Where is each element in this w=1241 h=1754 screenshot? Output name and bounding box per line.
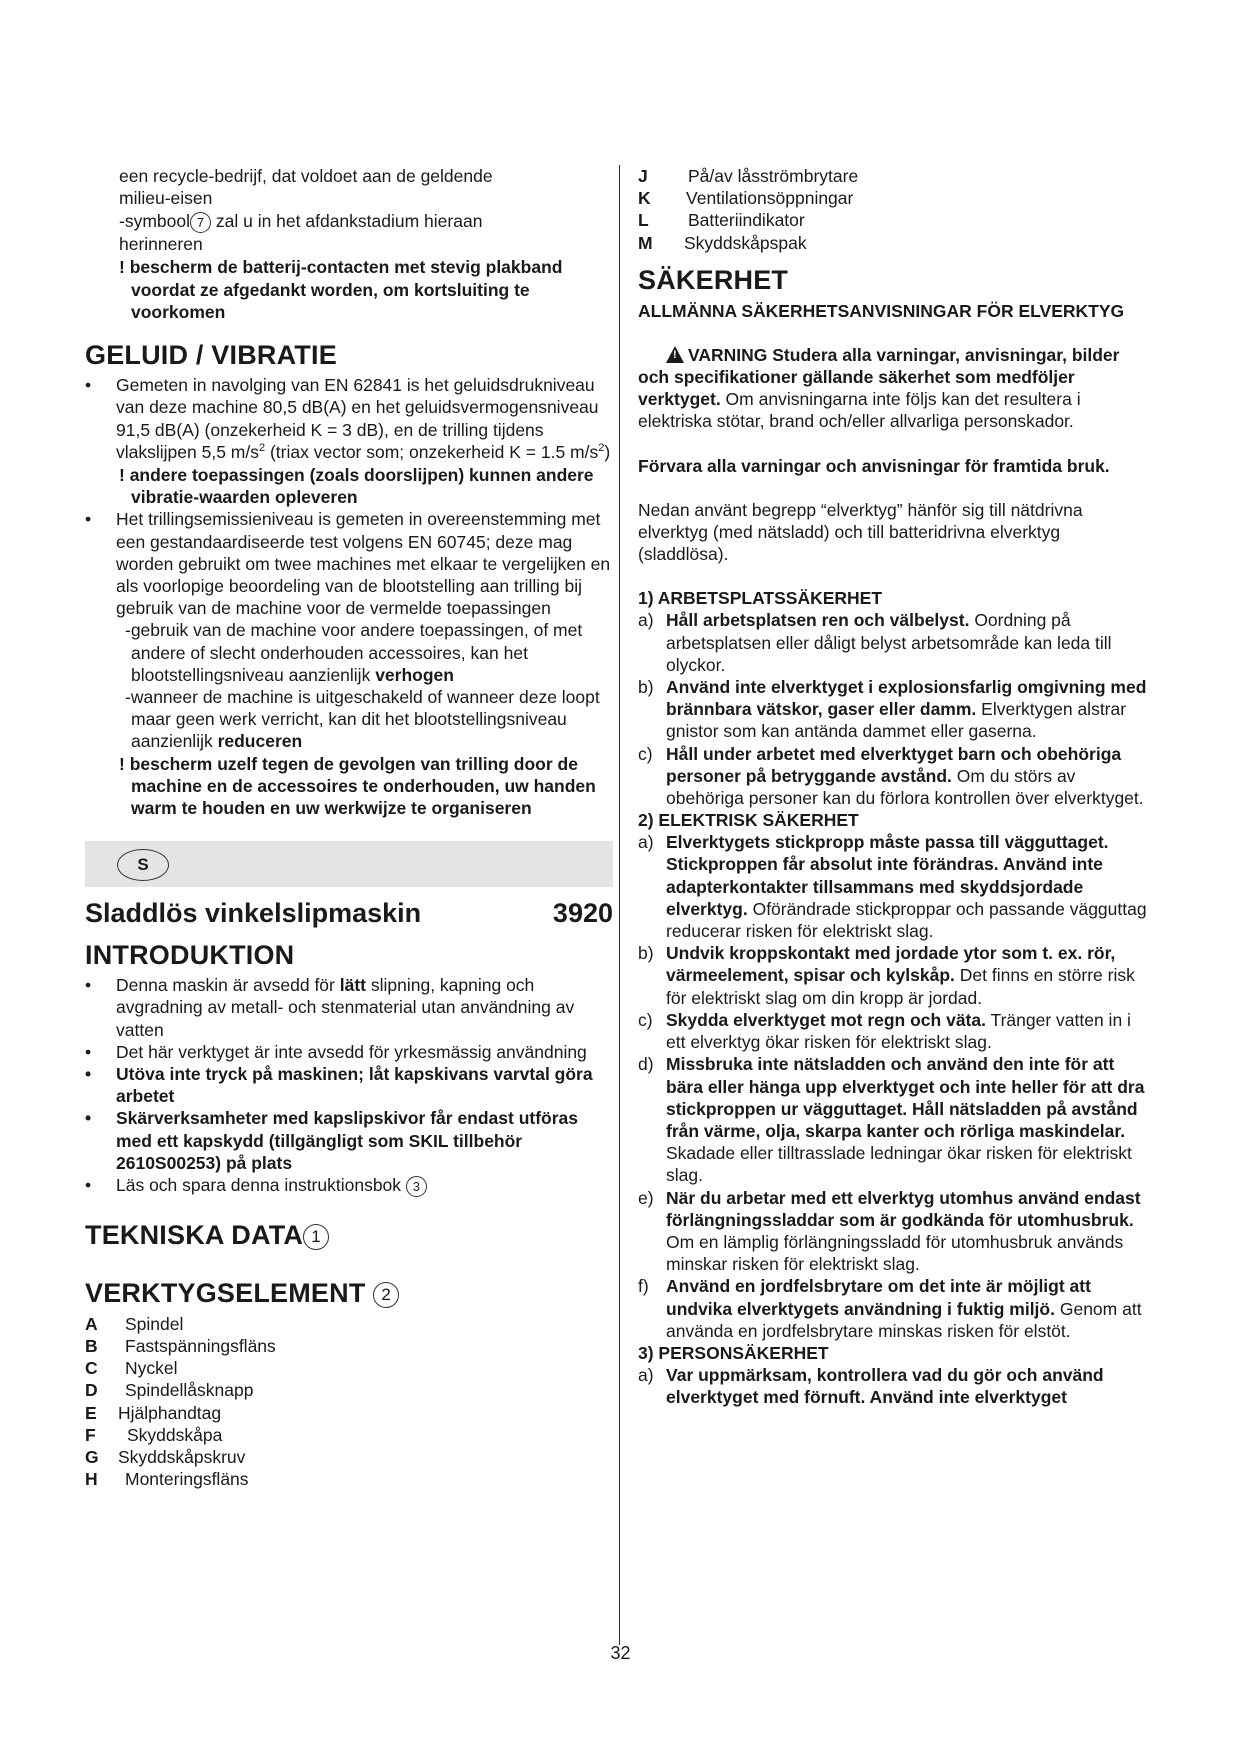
product-number: 3920 (552, 898, 613, 929)
recycle-text: een recycle-bedrijf, dat voldoet aan de geldende milieu-eisen (119, 166, 493, 209)
rule-2a: a) Elverktygets stickpropp måste passa till vägguttaget. Stickproppen får absolut inte förändras. Använd inte adapterkontakter tillsammans med skyddsjordade elverktyg. Oförändrade stickproppar och passande vägguttag reducerar risken för elektriskt slag. (638, 832, 1147, 942)
rule-2e: e) När du arbetar med ett elverktyg utomhus använd endast förlängningssladdar som är godkända för utomhusbruk. Om en lämplig förlängningssladd för utomhusbruk används minskar risken för elektriskt slag. (638, 1187, 1141, 1275)
ref-1-icon: 1 (303, 1224, 329, 1250)
rule-2f: f) Använd en jordfelsbrytare om det inte är möjligt att undvika elverktygets användning i fuktig miljö. Genom att använda en jordfelsbrytare minskas risken för elstöt. (638, 1276, 1142, 1341)
column-divider (619, 165, 620, 1645)
intro-bullet-1: • Denna maskin är avsedd för lätt slipning, kapning och avgradning av metall- och stenmaterial utan användning av vatten (85, 974, 613, 1041)
tech-heading: TEKNISKA DATA 1 (85, 1219, 613, 1251)
language-bar (85, 841, 613, 887)
ref-3-icon: 3 (406, 1176, 427, 1197)
section-2-heading: 2) ELEKTRISK SÄKERHET (638, 810, 859, 831)
list-item: C Nyckel (85, 1358, 178, 1379)
intro-bullet-2: • Det här verktyget är inte avsedd för yrkesmässig användning (85, 1041, 613, 1063)
term-definition: Nedan använt begrepp “elverktyg” hänför sig till nätdrivna elverktyg (med nätsladd) och till batteridrivna elverktyg (sladdlösa). (638, 499, 1083, 565)
product-title-row (85, 897, 613, 929)
keep-instructions: Förvara alla varningar och anvisningar för framtida bruk. (638, 455, 1110, 476)
protect-contacts-warning: ! bescherm de batterij-contacten met stevig plakband voordat ze afgedankt worden, om kortsluiting te voorkomen (119, 257, 563, 322)
rule-2b: b) Undvik kroppskontakt med jordade ytor som t. ex. rör, värmeelement, spisar och kylskåp. Det finns en större risk för elektriskt slag om din kropp är jordad. (638, 943, 1135, 1008)
elements-heading: VERKTYGSELEMENT 2 (85, 1277, 613, 1309)
list-item: M Skyddskåpspak (638, 232, 807, 253)
list-item: F Skyddskåpa (85, 1424, 223, 1445)
geluid-bullet-2: • Het trillingsemissieniveau is gemeten in overeenstemming met een gestandaardiseerde test volgens EN 60745; deze mag worden gebruikt om twee machines met elkaar te vergelijken en als voorlopige beoordeling van de blootstelling aan trilling bij gebruik van de machine voor de vermelde toepassingen (85, 508, 613, 619)
page-number: 32 (610, 1643, 631, 1663)
geluid-warning-1: ! andere toepassingen (zoals doorslijpen) kunnen andere vibratie-waarden opleveren (119, 464, 594, 508)
intro-bullet-5: • Läs och spara denna instruktionsbok 3 (85, 1174, 613, 1197)
geluid-bullet-1: • Gemeten in navolging van EN 62841 is het geluidsdrukniveau van deze machine 80,5 dB(A) en het geluidsvermogensniveau 91,5 dB(A) (onzekerheid K = 3 dB), en de trilling tijdens vlakslijpen 5,5 $m/s^2$ (triax vector som; onzekerheid K = 1.5 $m/s^2$) (85, 374, 613, 463)
geluid-warning-2: ! bescherm uzelf tegen de gevolgen van trilling door de machine en de accessoires te onderhouden, uw handen warm te houden en uw werkwijze te organiseren (119, 753, 596, 818)
geluid-sub-2: -wanneer de machine is uitgeschakeld of wanneer deze loopt maar geen werk verricht, kan dit het blootstellingsniveau aanzienlijk reduceren (125, 686, 600, 752)
section-3-heading: 3) PERSONSÄKERHET (638, 1342, 829, 1363)
parts-list-right (638, 165, 1150, 254)
intro-bullet-3: • Utöva inte tryck på maskinen; låt kapskivans varvtal göra arbetet (85, 1063, 613, 1107)
list-item: G Skyddskåpskruv (85, 1447, 246, 1468)
rule-3a: a) Var uppmärksam, kontrollera vad du gör och använd elverktyget med förnuft. Använd inte elverktyget (638, 1364, 1104, 1408)
rule-1c: c) Håll under arbetet med elverktyget barn och obehöriga personer på betryggande avstånd. Om du störs av obehöriga personer kan du förlora kontrollen över elverktyget. (638, 743, 1144, 809)
geluid-heading: GELUID / VIBRATIE (85, 340, 337, 371)
parts-list-left (85, 1313, 613, 1491)
right-column (638, 165, 1150, 1408)
ref-2-icon: 2 (373, 1282, 399, 1308)
list-item: D Spindellåsknapp (85, 1380, 254, 1401)
section-1-heading: 1) ARBETSPLATSSÄKERHET (638, 588, 883, 609)
general-safety-heading: ALLMÄNNA SÄKERHETSANVISNINGAR FÖR ELVERKTYG (638, 300, 1125, 321)
list-item: J På/av låsströmbrytare (638, 166, 859, 186)
warning-icon: ! (666, 346, 684, 363)
rule-2d: d) Missbruka inte nätsladden och använd den inte för att bära eller hänga upp elverktyget och inte heller för att dra stickproppen ur vägguttaget. Håll nätsladden på avstånd från värme, olja, skarpa kanter och rörliga maskindelar. Skadade eller tilltrasslade ledningar ökar risken för elektriskt slag. (638, 1054, 1145, 1186)
geluid-sub-1: -gebruik van de machine voor andere toepassingen, of met andere of slecht onderhouden accessoires, kan het blootstellingsniveau aanzienlijk verhogen (125, 620, 583, 685)
list-item: A Spindel (85, 1313, 184, 1334)
symbol-7-icon: 7 (190, 212, 211, 233)
list-item: B Fastspänningsfläns (85, 1336, 276, 1357)
warning-paragraph: ! VARNING Studera alla varningar, anvisningar, bilder och specifikationer gällande säkerhet som medföljer verktyget. Om anvisningarna inte följs kan det resultera i elektriska stötar, brand och/eller allvarliga personskador. (638, 344, 1120, 432)
safety-heading: SÄKERHET (638, 264, 789, 295)
rule-1b: b) Använd inte elverktyget i explosionsfarlig omgivning med brännbara vätskor, gaser eller damm. Elverktygen alstrar gnistor som kan antända dammet eller gaserna. (638, 677, 1147, 742)
intro-heading: INTRODUKTION (85, 940, 295, 971)
list-item: E Hjälphandtag (85, 1402, 222, 1423)
list-item: H Monteringsfläns (85, 1469, 249, 1490)
list-item: K Ventilationsöppningar (638, 188, 854, 209)
left-column (85, 165, 613, 1490)
symbol-text: -symbool 7 zal u in het afdankstadium hieraan herinneren (119, 211, 483, 255)
rule-2c: c) Skydda elverktyget mot regn och väta. Tränger vatten in i ett elverktyg ökar risken för elektriskt slag. (638, 1009, 1131, 1053)
list-item: L Batteriindikator (638, 210, 805, 231)
product-title: Sladdlös vinkelslipmaskin (85, 898, 422, 929)
language-badge: S (117, 849, 169, 881)
rule-1a: a) Håll arbetsplatsen ren och välbelyst. Oordning på arbetsplatsen eller dåligt belyst arbetsområde kan leda till olyckor. (638, 610, 1112, 675)
intro-bullet-4: • Skärverksamheter med kapslipskivor får endast utföras med ett kapskydd (tillgängligt som SKIL tillbehör 2610S00253) på plats (85, 1107, 613, 1174)
